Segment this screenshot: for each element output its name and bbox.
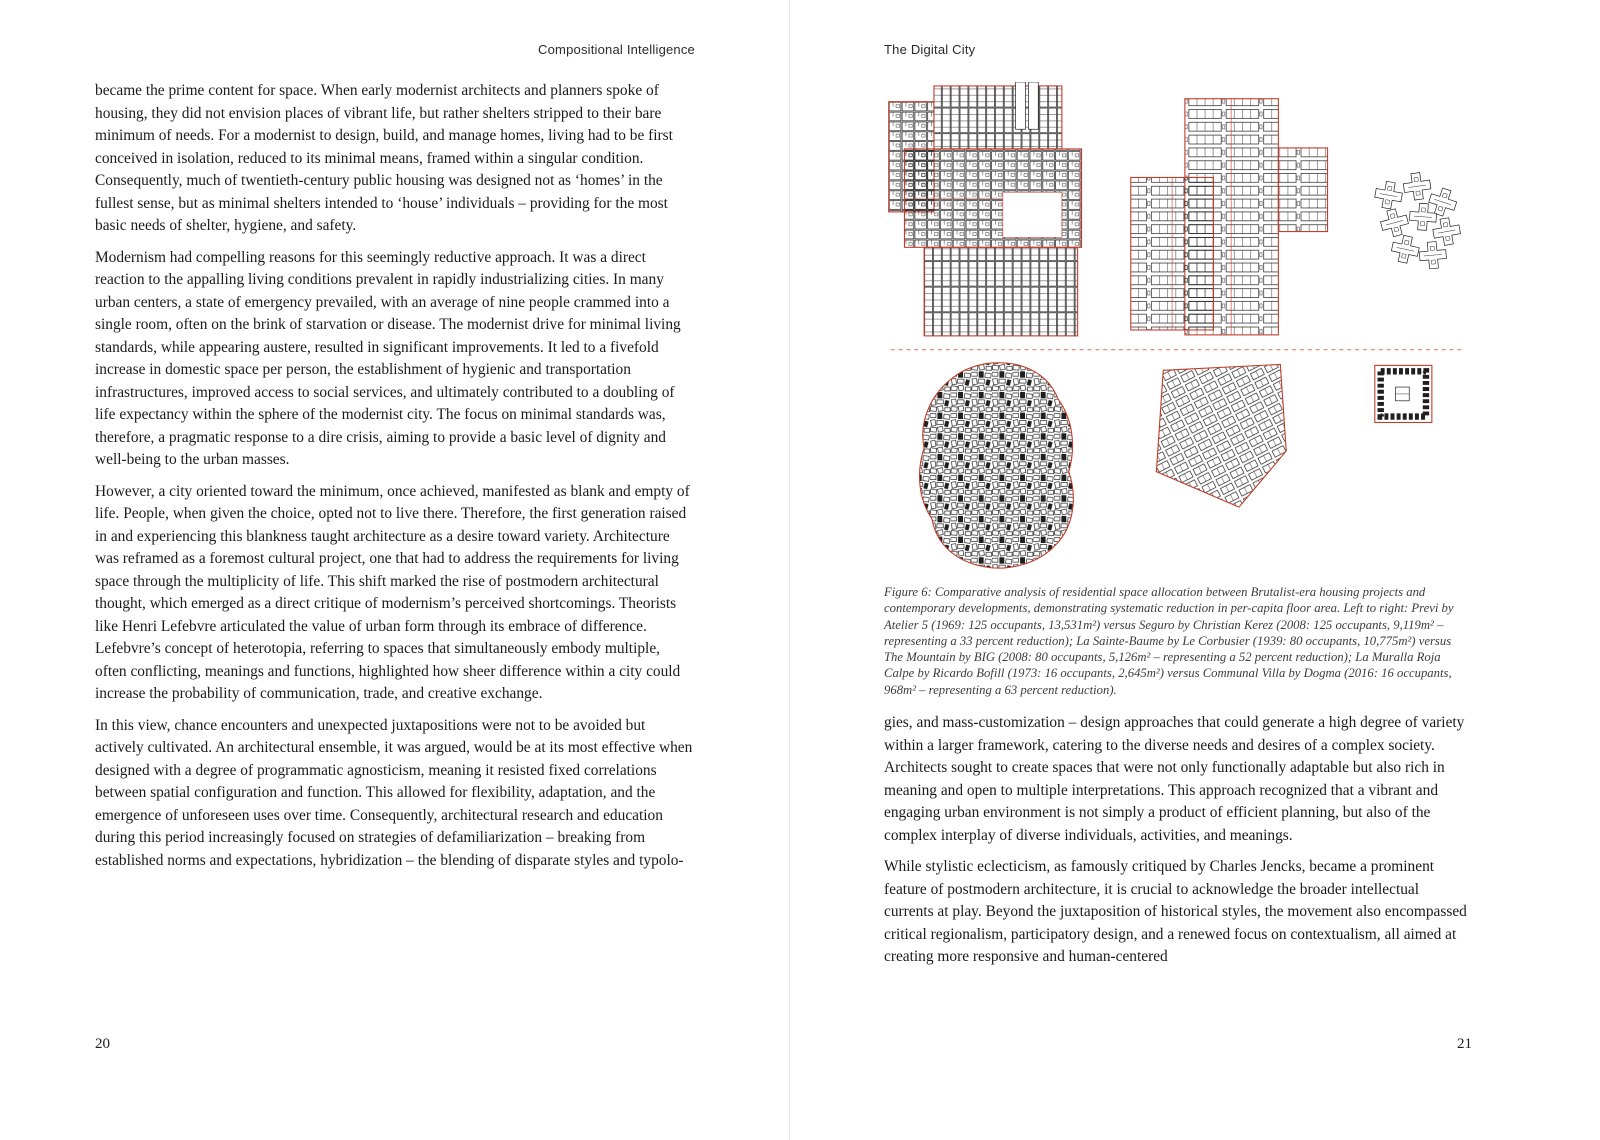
plan-the-mountain: [1156, 364, 1286, 507]
running-head-right: The Digital City: [884, 42, 976, 57]
left-text-column: [95, 80, 695, 881]
body-paragraph: gies, and mass-customization – design approaches that could generate a high degree of variety within a larger framework, catering to the diverse needs and desires of a complex society. Architects sought to create spaces that were not only functionally adaptable but also rich in meaning and open to multiple interpretations. This approach recognized that a vibrant and engaging urban environment is not simply a product of efficient planning, but also of the complex interplay of diverse individuals, activities, and meanings.: [884, 714, 1465, 844]
body-paragraph: Modernism had compelling reasons for this seemingly reductive approach. It was a direct reaction to the appalling living conditions prevalent in rapidly industrializing cities. In many urban centers, a state of emergency prevailed, with an average of nine people crammed into a single room, often on the brink of starvation or disease. The modernist drive for minimal living standards, while appearing austere, resulted in significant improvements. It led to a fivefold increase in domestic space per person, the establishment of hygienic and transportation infrastructures, improved access to social services, and ultimately contributed to a doubling of life expectancy within the sphere of the modernist city. The focus on minimal standards was, therefore, a pragmatic response to a dire crisis, aiming to provide a basic level of dignity and well-being to the urban masses.: [95, 248, 681, 468]
plan-communal-villa: [1375, 365, 1432, 422]
figure-6-plan-drawings: [884, 82, 1472, 574]
page-gutter-line: [789, 0, 790, 1140]
body-paragraph: However, a city oriented toward the minimum, once achieved, manifested as blank and empty of life. People, when given the choice, opted not to live there. Therefore, the first generation raised in and experiencing this blankness taught architecture as a desire toward variety. Architecture was reframed as a foremost cultural project, one that had to address the requirements for living space through the multiplicity of life. This shift marked the rise of postmodern architectural thought, which emerged as a direct critique of modernism’s perceived shortcomings. Theorists like Henri Lefebvre articulated the value of urban form through its embrace of difference. Lefebvre’s concept of heterotopia, referring to spaces that simultaneously embody multiple, often conflicting, meanings and functions, highlighted how sheer difference within a city could increase the probability of communication, trade, and creative exchange.: [95, 482, 690, 702]
right-text-column: [884, 82, 1472, 978]
plan-seguro: [920, 363, 1074, 568]
figure-caption: Figure 6: Comparative analysis of residential space allocation between Brutalist-era housing projects and contemporary developments, demonstrating systematic reduction in per-capita floor area. Left to right: Previ by Atelier 5 (1969: 125 occupants, 13,531m²) versus Seguro by Christian Kerez (2008: 125 occupants, 9,119m² – representing a 33 percent reduction); La Sainte-Baume by Le Corbusier (1939: 80 occupants, 10,775m²) versus The Mountain by BIG (2008: 80 occupants, 5,126m² – representing a 52 percent reduction); La Muralla Roja Calpe by Ricardo Bofill (1973: 16 occupants, 2,645m²) versus Communal Villa by Dogma (2016: 16 occupants, 968m² – representing a 63 percent reduction).: [884, 585, 1454, 697]
plan-previ: [889, 82, 1082, 336]
page-number-right: 21: [1457, 1036, 1472, 1052]
body-paragraph: While stylistic eclecticism, as famously critiqued by Charles Jencks, became a prominent feature of postmodern architecture, it is crucial to acknowledge the broader intellectual currents at play. Beyond the juxtaposition of historical styles, the movement also encompassed critical regionalism, participatory design, and a renewed focus on contextualism, all aimed at creating more responsive and human-centered: [884, 858, 1467, 966]
plan-la-sainte-baume: [1131, 99, 1328, 335]
plan-la-muralla-roja: [1373, 171, 1462, 269]
body-paragraph: became the prime content for space. When early modernist architects and planners spoke of housing, they did not envision places of vibrant life, but rather shelters stripped to their bare minimum of needs. For a modernist to design, build, and manage homes, living had to be first conceived in isolation, reduced to its minimal means, framed within a singular condition. Consequently, much of twentieth-century public housing was designed not as ‘homes’ in the fullest sense, but as minimal shelters intended to ‘house’ individuals – providing for the most basic needs of shelter, hygiene, and safety.: [95, 82, 673, 234]
body-paragraph: In this view, chance encounters and unexpected juxtapositions were not to be avoided but actively cultivated. An architectural ensemble, it was argued, would be at its most effective when designed with a degree of programmatic agnosticism, meaning it resisted fixed correlations between spatial configuration and function. This allowed for flexibility, adaptation, and the emergence of unforeseen uses over time. Consequently, architectural research and education during this period increasingly focused on strategies of defamiliarization – breaking from established norms and expectations, hybridization – the blending of disparate styles and typolo-: [95, 716, 693, 869]
page-number-left: 20: [95, 1036, 110, 1052]
running-head-left: Compositional Intelligence: [538, 42, 695, 57]
figure-6: [884, 82, 1472, 698]
